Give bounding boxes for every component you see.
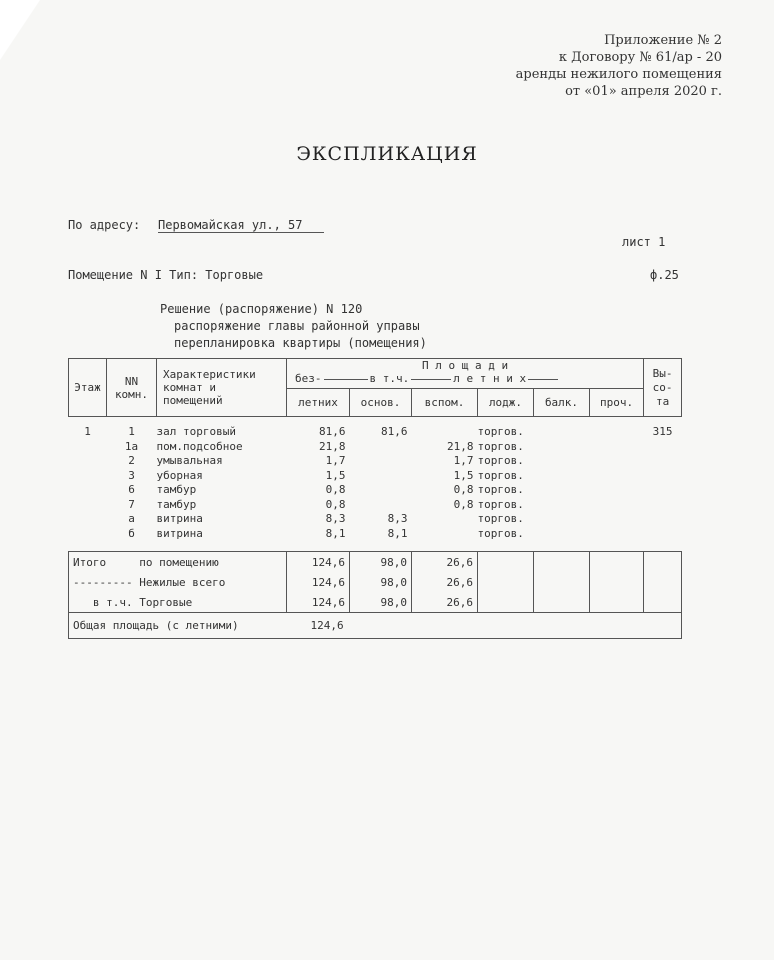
cell-aux <box>412 425 478 440</box>
annex-line-4: от «01» апреля 2020 г. <box>565 84 722 99</box>
cell-nn: 7 <box>128 497 135 511</box>
cell-floor <box>69 483 107 498</box>
cell-floor <box>69 440 107 455</box>
annex-line-3: аренды нежилого помещения <box>515 67 722 82</box>
decision-line-1: Решение (распоряжение) N 120 <box>160 302 363 316</box>
totals-main: 98,0 <box>350 592 412 613</box>
cell-name: тамбур <box>156 483 197 496</box>
cell-floor <box>69 527 107 542</box>
totals-aux: 26,6 <box>412 572 478 592</box>
totals-aux: 26,6 <box>412 552 478 573</box>
cell-total: 0,8 <box>325 497 346 511</box>
annex-block <box>462 32 722 100</box>
header-incl: в т.ч. <box>369 372 410 385</box>
cell-total: 1,5 <box>325 468 346 482</box>
header-without: без- <box>295 372 322 385</box>
cell-height <box>644 440 682 455</box>
annex-line-1: Приложение № 2 <box>604 33 722 48</box>
cell-purpose: торгов. <box>477 439 524 453</box>
cell-aux: 1,5 <box>453 468 474 482</box>
table-row <box>69 498 682 513</box>
table-row <box>69 454 682 469</box>
cell-main: 81,6 <box>381 425 408 438</box>
cell-total: 8,1 <box>325 526 346 540</box>
totals-label: --------- Нежилые всего <box>69 572 287 592</box>
cell-total: 21,8 <box>319 439 346 453</box>
header-char-2: комнат и <box>163 381 216 394</box>
header-characteristics <box>157 359 287 417</box>
totals-row <box>69 552 682 573</box>
annex-line-2: к Договору № 61/ар - 20 <box>558 50 722 65</box>
table-body <box>69 417 682 552</box>
header-other: проч. <box>590 389 644 417</box>
grand-total-label: Общая площадь (с летними) <box>69 613 287 639</box>
totals-total: 124,6 <box>287 592 350 613</box>
cell-purpose: торгов. <box>477 454 524 467</box>
header-char-1: Характеристики <box>163 368 256 381</box>
cell-aux: 0,8 <box>453 483 474 496</box>
cell-purpose: торгов. <box>477 468 524 482</box>
header-summer: л е т н и х <box>453 372 527 385</box>
totals-row <box>69 572 682 592</box>
cell-nn: 6 <box>128 483 135 496</box>
cell-aux: 0,8 <box>453 497 474 511</box>
address-label: По адресу: <box>68 218 141 232</box>
decision-line-3: перепланировка квартиры (помещения) <box>174 336 427 350</box>
table-row <box>69 469 682 484</box>
table-row <box>69 527 682 542</box>
header-height: Вы- со- та <box>644 359 682 417</box>
cell-height <box>644 498 682 513</box>
table-row <box>69 483 682 498</box>
cell-purpose: торгов. <box>477 483 524 496</box>
grand-total-value: 124,6 <box>287 613 682 639</box>
totals-total: 124,6 <box>287 572 350 592</box>
cell-nn: б <box>128 526 135 540</box>
grand-total-row <box>69 613 682 639</box>
cell-total: 81,6 <box>319 425 346 438</box>
totals-aux: 26,6 <box>412 592 478 613</box>
cell-name: витрина <box>156 512 203 525</box>
header-area-subtitles <box>287 372 643 385</box>
address-value: Первомайская ул., 57 <box>158 218 324 233</box>
cell-main <box>350 498 412 513</box>
cell-aux <box>412 527 478 542</box>
header-area-title: П л о щ а д и <box>421 359 509 372</box>
cell-nn: 3 <box>128 468 135 482</box>
header-aux: вспом. <box>412 389 478 417</box>
cell-floor <box>69 469 107 484</box>
cell-main <box>350 440 412 455</box>
header-nn: NN <box>124 374 139 388</box>
cell-main <box>350 469 412 484</box>
header-areas <box>287 359 644 389</box>
cell-aux <box>412 512 478 527</box>
totals-label: в т.ч. Торговые <box>69 592 287 613</box>
table-row <box>69 512 682 527</box>
header-balcony: балк. <box>534 389 590 417</box>
cell-nn: 2 <box>128 454 135 467</box>
totals-label: Итого по помещению <box>69 552 287 573</box>
document-title: ЭКСПЛИКАЦИЯ <box>296 143 478 165</box>
cell-name: витрина <box>156 526 203 540</box>
cell-height <box>644 483 682 498</box>
cell-height <box>644 512 682 527</box>
cell-floor: 1 <box>84 425 91 438</box>
cell-purpose: торгов. <box>477 526 524 540</box>
cell-name: зал торговый <box>156 425 236 438</box>
totals-total: 124,6 <box>287 552 350 573</box>
cell-total: 1,7 <box>325 454 346 467</box>
cell-main <box>350 483 412 498</box>
cell-purpose: торгов. <box>477 497 524 511</box>
totals-main: 98,0 <box>350 572 412 592</box>
folded-corner <box>0 0 40 60</box>
cell-name: пом.подсобное <box>156 439 243 453</box>
header-char-3: помещений <box>163 394 223 407</box>
cell-total: 0,8 <box>325 483 346 496</box>
explication-table <box>68 358 682 639</box>
cell-purpose: торгов. <box>477 425 524 438</box>
header-main: основ. <box>350 389 412 417</box>
totals-main: 98,0 <box>350 552 412 573</box>
cell-purpose: торгов. <box>477 512 524 525</box>
cell-main: 8,3 <box>387 512 408 525</box>
cell-total: 8,3 <box>325 512 346 525</box>
table-row <box>69 425 682 440</box>
header-room-number <box>107 359 157 417</box>
totals-row <box>69 592 682 613</box>
table-row <box>69 440 682 455</box>
cell-name: уборная <box>156 468 203 482</box>
cell-floor <box>69 498 107 513</box>
cell-height <box>644 469 682 484</box>
totals-section <box>69 552 682 639</box>
cell-name: умывальная <box>156 454 223 467</box>
cell-name: тамбур <box>156 497 197 511</box>
form-number: ф.25 <box>650 268 679 282</box>
cell-aux: 1,7 <box>453 454 474 467</box>
cell-main: 8,1 <box>387 526 408 540</box>
cell-main <box>350 454 412 469</box>
cell-height: 315 <box>652 425 673 438</box>
cell-floor <box>69 512 107 527</box>
header-room: комн. <box>114 387 149 401</box>
premises-line: Помещение N I Тип: Торговые <box>68 268 264 282</box>
header-without-summer: летних <box>287 389 350 417</box>
cell-nn: 1а <box>124 439 139 453</box>
header-floor: Этаж <box>69 359 107 417</box>
sheet-number: лист 1 <box>622 235 666 249</box>
cell-height <box>644 527 682 542</box>
header-loggia: лодж. <box>478 389 534 417</box>
cell-nn: а <box>128 512 135 525</box>
cell-aux: 21,8 <box>447 439 474 453</box>
cell-height <box>644 454 682 469</box>
cell-floor <box>69 454 107 469</box>
cell-nn: 1 <box>128 425 135 438</box>
table-header <box>69 359 682 417</box>
decision-line-2: распоряжение главы районной управы <box>174 319 420 333</box>
